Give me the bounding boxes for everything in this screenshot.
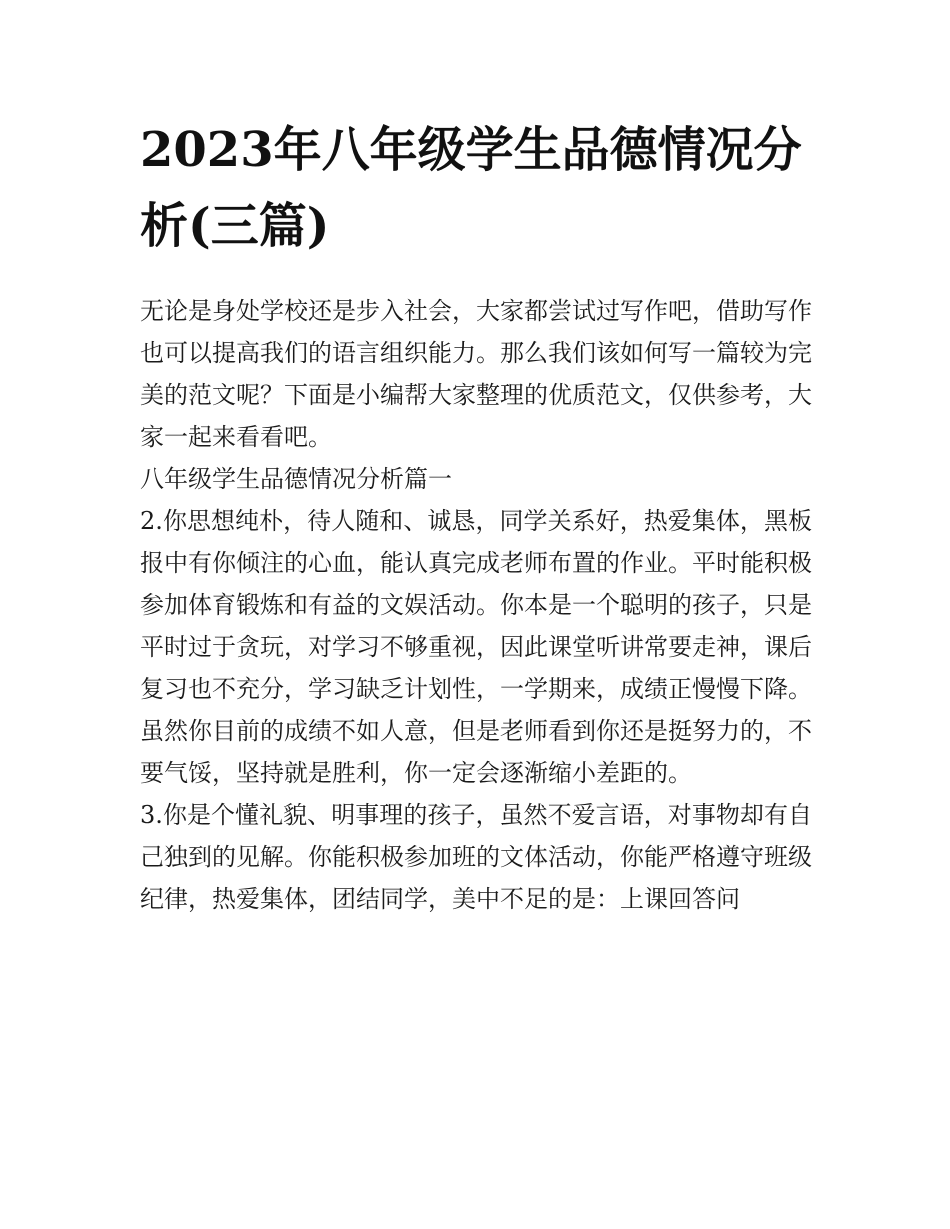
document-body [140,112,812,920]
document-title: 2023年八年级学生品德情况分析(三篇) [140,122,802,254]
intro-paragraph: 无论是身处学校还是步入社会，大家都尝试过写作吧，借助写作也可以提高我们的语言组织能力。那么我们该如何写一篇较为完美的范文呢？下面是小编帮大家整理的优质范文，仅供参考，大家一起来看看吧。 [140,297,812,451]
paragraph-item-3: 3.你是个懂礼貌、明事理的孩子，虽然不爱言语，对事物却有自己独到的见解。你能积极参加班的文体活动，你能严格遵守班级纪律，热爱集体，团结同学，美中不足的是：上课回答问 [140,801,812,913]
paragraph-item-2: 2.你思想纯朴，待人随和、诚恳，同学关系好，热爱集体，黑板报中有你倾注的心血，能认真完成老师布置的作业。平时能积极参加体育锻炼和有益的文娱活动。你本是一个聪明的孩子，只是平时过于贪玩，对学习不够重视，因此课堂听讲常要走神，课后复习也不充分，学习缺乏计划性，一学期来，成绩正慢慢下降。虽然你目前的成绩不如人意，但是老师看到你还是挺努力的，不要气馁，坚持就是胜利，你一定会逐渐缩小差距的。 [140,507,812,787]
section-heading: 八年级学生品德情况分析篇一 [140,465,452,493]
